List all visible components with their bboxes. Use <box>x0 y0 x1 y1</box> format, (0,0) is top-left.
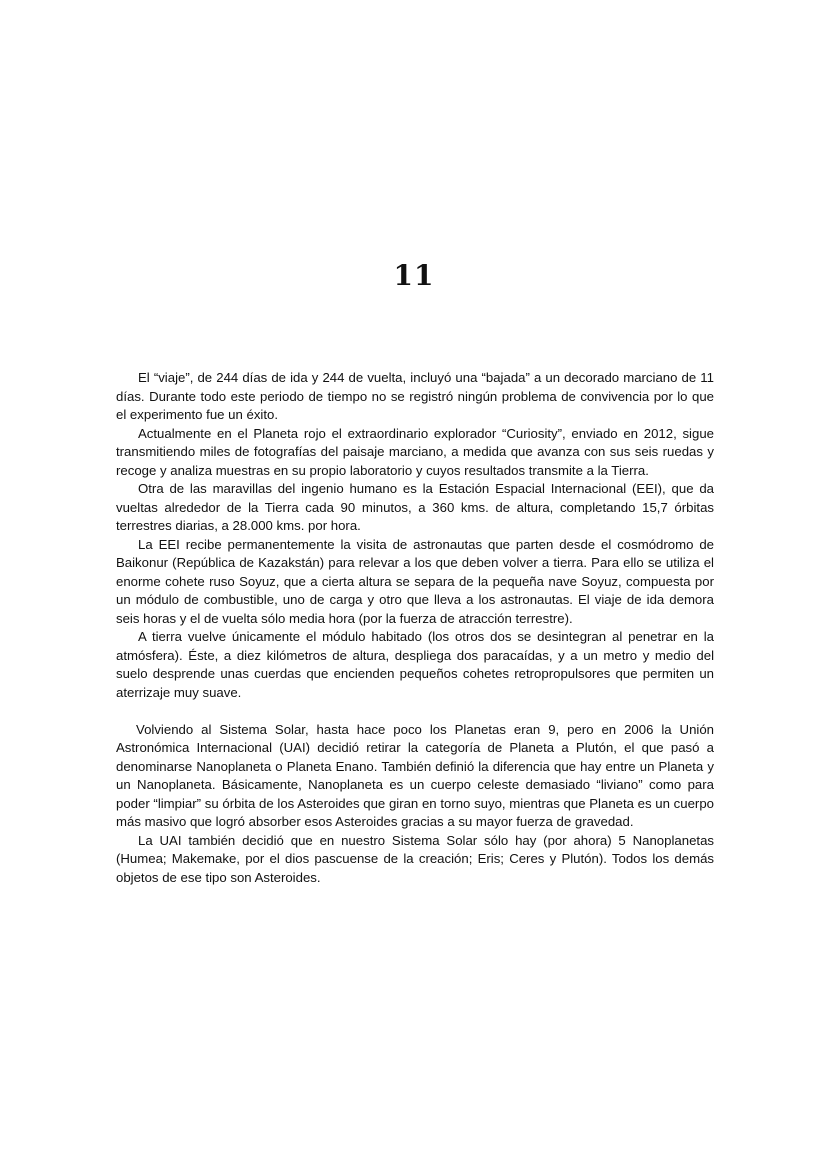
paragraph: Volviendo al Sistema Solar, hasta hace poco los Planetas eran 9, pero en 2006 la Unión Astronómica Internacional (UAI) decidió retirar la categoría de Planeta a Plutón, el que pasó a denominarse Nanoplaneta o Planeta Enano. También definió la diferencia que hay entre un Planeta y un Nanoplaneta. Básicamente, Nanoplaneta es un cuerpo celeste demasiado “liviano” como para poder “limpiar” su órbita de los Asteroides que giran en torno suyo, mientras que Planeta es un cuerpo más masivo que logró absorber esos Asteroides gracias a su mayor fuerza de gravedad. <box>116 721 714 829</box>
chapter-number: 11 <box>393 259 435 292</box>
paragraph: La UAI también decidió que en nuestro Sistema Solar sólo hay (por ahora) 5 Nanoplanetas (Humea; Makemake, por el dios pascuense de la creación; Eris; Ceres y Plutón). Todos los demás objetos de ese tipo son Asteroides. <box>116 832 714 885</box>
paragraph: Otra de las maravillas del ingenio humano es la Estación Espacial Internacional (EEI), que da vueltas alrededor de la Tierra cada 90 minutos, a 360 kms. de altura, completando 15,7 órbitas terrestres diarias, a 28.000 kms. por hora. <box>116 481 714 533</box>
paragraph: El “viaje”, de 244 días de ida y 244 de vuelta, incluyó una “bajada” a un decorado marciano de 11 días. Durante todo este periodo de tiempo no se registró ningún problema de convivencia por lo que el experimento fue un éxito. <box>116 370 714 422</box>
paragraph: La EEI recibe permanentemente la visita de astronautas que parten desde el cosmódromo de Baikonur (República de Kazakstán) para relevar a los que deben volver a tierra. Para ello se utiliza el enorme cohete ruso Soyuz, que a cierta altura se separa de la pequeña nave Soyuz, compuesta por un módulo de combustible, uno de carga y otro que lleva a los astronautas. El viaje de ida demora seis horas y el de vuelta sólo media hora (por la fuerza de atracción terrestre). <box>116 536 714 626</box>
paragraph: Actualmente en el Planeta rojo el extraordinario explorador “Curiosity”, enviado en 2012, sigue transmitiendo miles de fotografías del paisaje marciano, a medida que avanza con sus seis ruedas y recoge y analiza muestras en su propio laboratorio y cuyos resultados transmite a la Tierra. <box>116 425 714 478</box>
paragraph: A tierra vuelve únicamente el módulo habitado (los otros dos se desintegran al penetrar en la atmósfera). Éste, a diez kilómetros de altura, despliega dos paracaídas, y a un metro y medio del suelo desprende unas cuerdas que encienden pequeños cohetes retropropulsores que permiten un aterrizaje muy suave. <box>116 629 714 700</box>
section-spacer <box>116 702 714 721</box>
body-text <box>116 369 714 887</box>
